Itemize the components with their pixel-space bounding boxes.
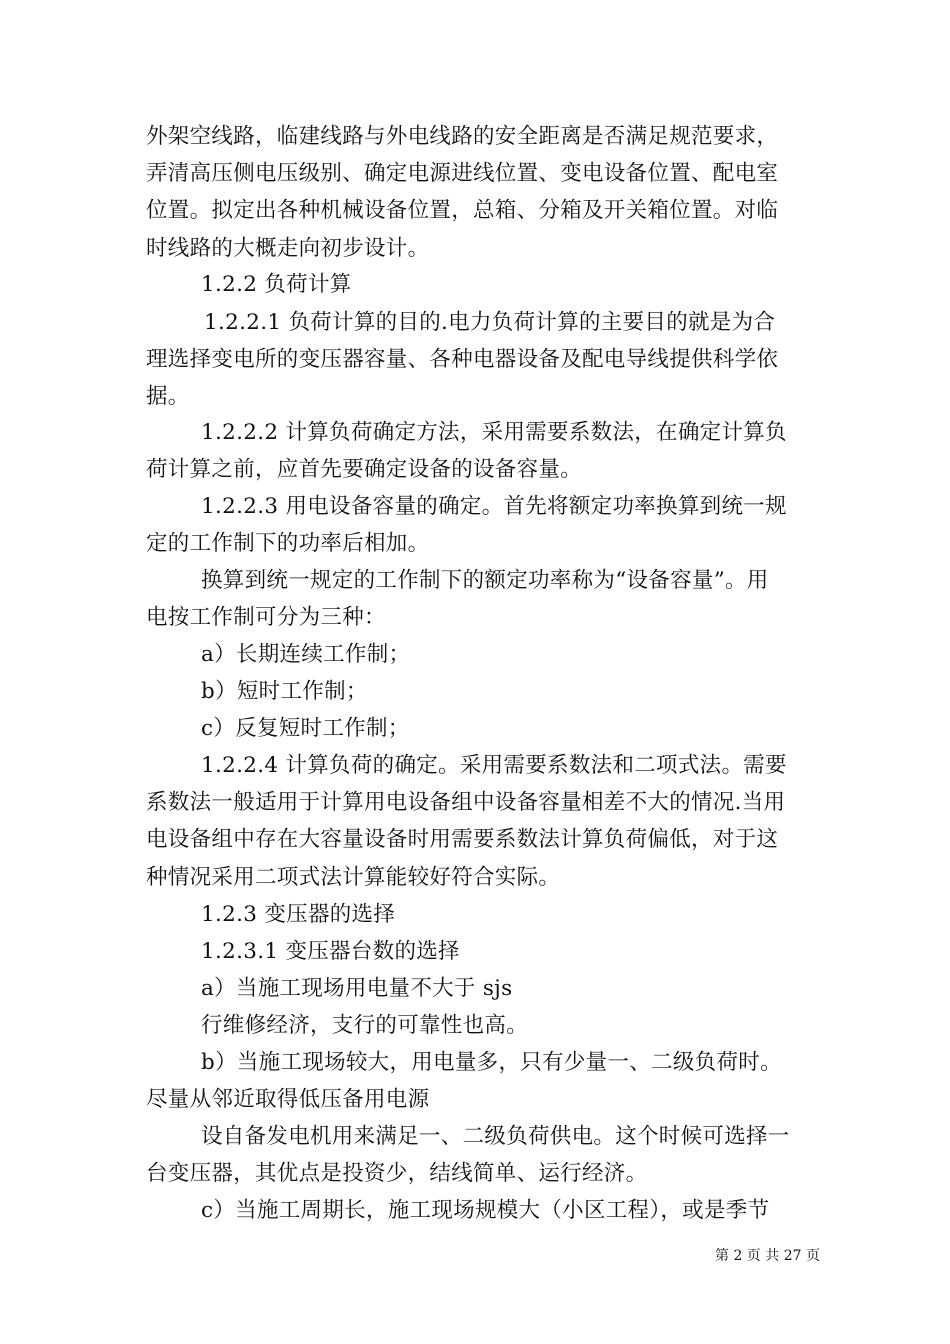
- text-line: 系数法一般适用于计算用电设备组中设备容量相差不大的情况.当用: [146, 790, 786, 816]
- section-heading: 1.2.3.1 变压器台数的选择: [201, 939, 460, 964]
- list-item: b）短时工作制；: [201, 679, 368, 704]
- paragraph-1-2-2-4: [146, 747, 816, 896]
- text-line: 设自备发电机用来满足一、二级负荷供电。这个时候可选择一: [201, 1124, 790, 1149]
- text-line: 换算到统一规定的工作制下的额定功率称为“设备容量”。用: [201, 568, 769, 593]
- text-line: 1.2.2.2 计算负荷确定方法，采用需要系数法，在确定计算负: [201, 420, 787, 445]
- list-item: a）长期连续工作制；: [201, 642, 411, 667]
- text-line: 种情况采用二项式法计算能较好符合实际。: [146, 864, 561, 890]
- text-line: 台变压器，其优点是投资少，结线简单、运行经济。: [146, 1161, 648, 1187]
- text-line: b）当施工现场较大，用电量多，只有少量一、二级负荷时。: [201, 1050, 782, 1075]
- list-item: c）反复短时工作制；: [201, 716, 410, 741]
- text-line: 理选择变电所的变压器容量、各种电器设备及配电导线提供科学依: [146, 347, 779, 373]
- text-line: 电按工作制可分为三种：: [146, 605, 386, 631]
- paragraph-1-2-2-1: [146, 304, 816, 416]
- list-item-c: [146, 710, 871, 747]
- list-item-a: [146, 636, 871, 673]
- text-line: 时线路的大概走向初步设计。: [146, 235, 430, 261]
- list-item-b2: [146, 1044, 816, 1118]
- text-line: 尽量从邻近取得低压备用电源: [146, 1087, 430, 1113]
- page-number: 第 2 页 共 27 页: [715, 1248, 820, 1264]
- text-line: 电设备组中存在大容量设备时用需要系数法计算负荷偏低，对于这: [146, 827, 779, 853]
- text-line: 1.2.2.1 负荷计算的目的.电力负荷计算的主要目的就是为合: [204, 310, 776, 335]
- list-item-a2: [146, 970, 871, 1007]
- heading-1-2-3: [146, 896, 871, 933]
- paragraph-1-2-2-3: [146, 488, 816, 562]
- list-item-b: [146, 673, 871, 710]
- paragraph-generator: [146, 1118, 816, 1192]
- heading-1-2-2: [146, 266, 871, 303]
- section-heading: 1.2.3 变压器的选择: [201, 902, 396, 927]
- list-item-c2: [146, 1192, 871, 1229]
- list-item: c）当施工周期长，施工现场规模大（小区工程），或是季节: [201, 1198, 770, 1223]
- text-line: 位置。拟定出各种机械设备位置，总箱、分箱及开关箱位置。对临: [146, 198, 779, 224]
- text-line: 行维修经济，支行的可靠性也高。: [201, 1013, 529, 1038]
- paragraph-conversion: [146, 562, 816, 636]
- text-line: 1.2.2.3 用电设备容量的确定。首先将额定功率换算到统一规: [201, 494, 787, 519]
- heading-1-2-3-1: [146, 933, 871, 970]
- section-heading: 1.2.2 负荷计算: [201, 272, 352, 297]
- text-line: 据。: [146, 384, 190, 410]
- text-line: 荷计算之前，应首先要确定设备的设备容量。: [146, 457, 583, 483]
- text-line: 1.2.2.4 计算负荷的确定。采用需要系数法和二项式法。需要: [201, 753, 787, 778]
- paragraph-maintenance: [146, 1007, 871, 1044]
- list-item: a）当施工现场用电量不大于 sjs: [201, 976, 513, 1001]
- text-line: 弄清高压侧电压级别、确定电源进线位置、变电设备位置、配电室: [146, 161, 779, 187]
- paragraph-1: [146, 118, 816, 267]
- text-line: 外架空线路，临建线路与外电线路的安全距离是否满足规范要求，: [146, 124, 779, 149]
- text-line: 定的工作制下的功率后相加。: [146, 531, 430, 557]
- paragraph-1-2-2-2: [146, 414, 816, 488]
